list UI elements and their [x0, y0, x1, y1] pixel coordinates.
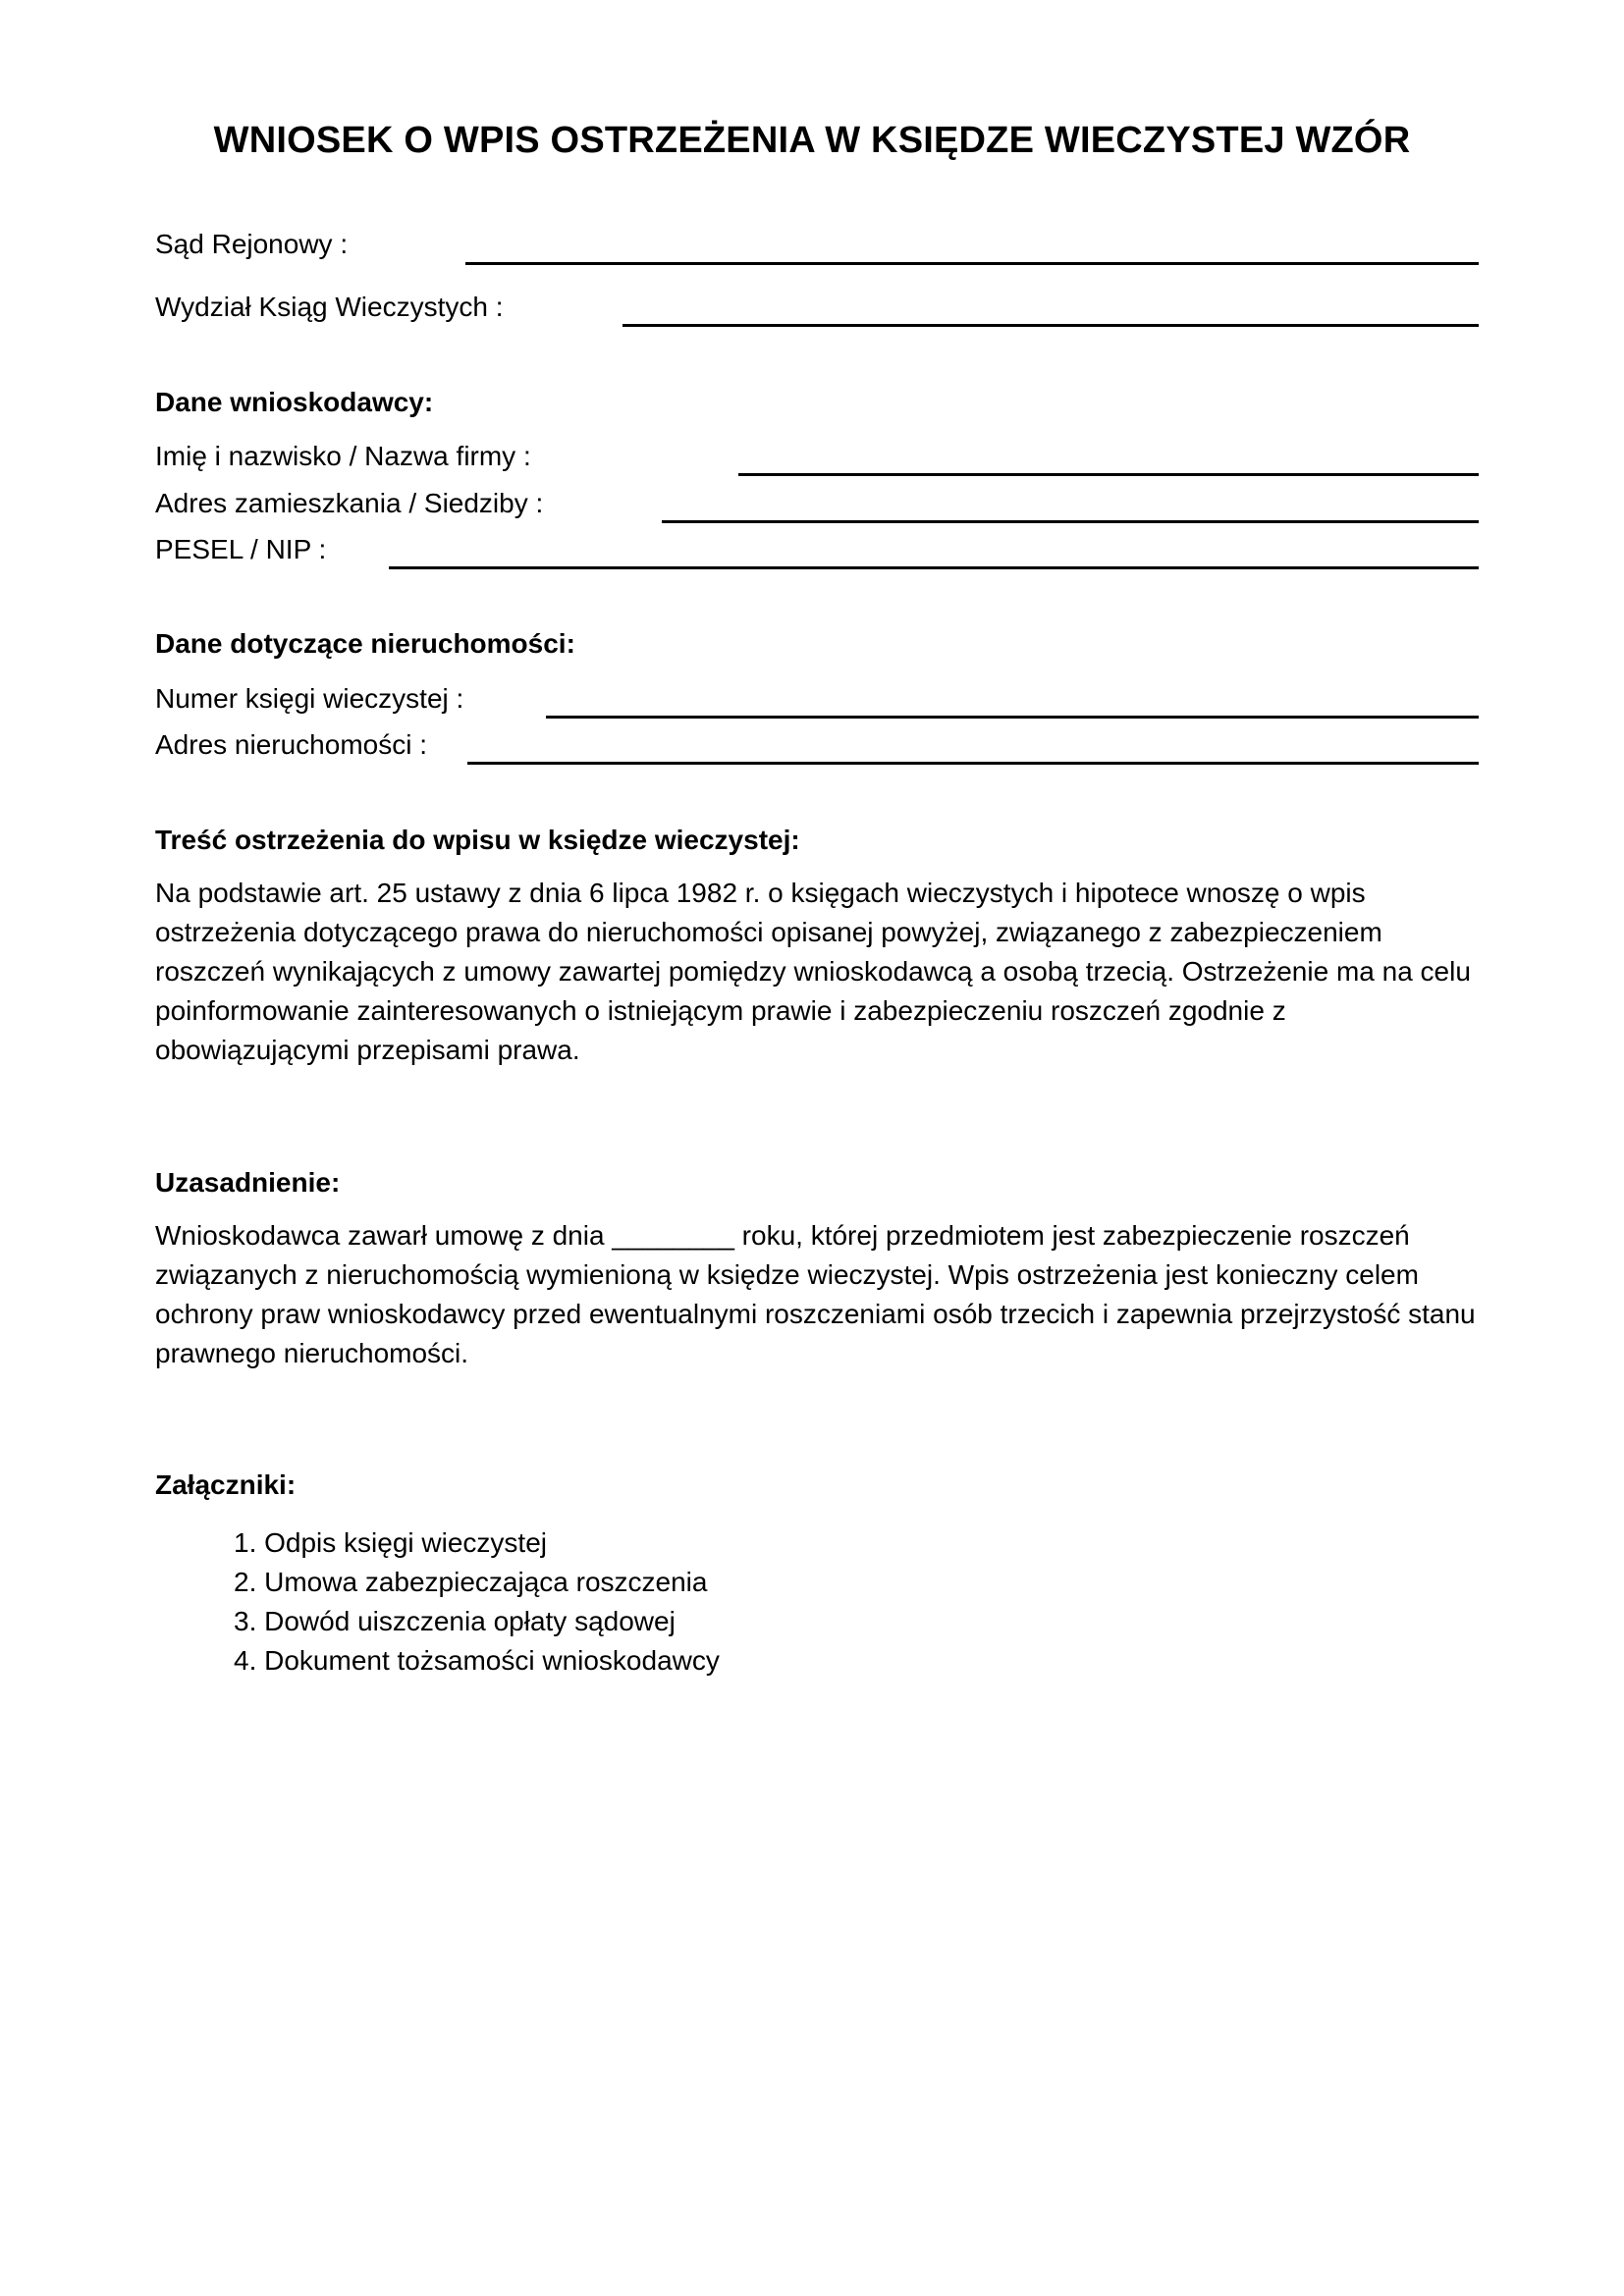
property-address-label: Adres nieruchomości : [155, 729, 428, 760]
paragraph-line: poinformowanie zainteresowanych o istniejącym prawie i zabezpieczeniu roszczeń zgodnie z [155, 995, 1286, 1026]
property-heading: Dane dotyczące nieruchomości: [155, 628, 575, 659]
paragraph-line: ochrony praw wnioskodawcy przed ewentualnymi roszczeniami osób trzecich i zapewnia przejrzystość stanu [155, 1299, 1476, 1329]
applicant-address-label: Adres zamieszkania / Siedziby : [155, 488, 544, 518]
warning-content-paragraph [155, 874, 1490, 1070]
paragraph-line: Na podstawie art. 25 ustawy z dnia 6 lipca 1982 r. o księgach wieczystych i hipotece wnoszę o wpis [155, 878, 1366, 908]
applicant-address-field-line[interactable] [662, 520, 1479, 523]
attachment-item: 4. Dokument tożsamości wnioskodawcy [234, 1645, 720, 1676]
property-address-field-line[interactable] [467, 762, 1479, 765]
kw-number-label: Numer księgi wieczystej : [155, 683, 464, 714]
applicant-id-field-line[interactable] [389, 566, 1479, 569]
applicant-name-field-line[interactable] [738, 473, 1479, 476]
paragraph-line: obowiązującymi przepisami prawa. [155, 1035, 580, 1065]
court-field-line[interactable] [465, 262, 1479, 265]
paragraph-line: roszczeń wynikających z umowy zawartej pomiędzy wnioskodawcą a osobą trzecią. Ostrzeżenie ma na celu [155, 956, 1471, 987]
kw-number-field-line[interactable] [546, 716, 1479, 719]
court-label: Sąd Rejonowy : [155, 229, 349, 259]
paragraph-line: związanych z nieruchomością wymienioną w księdze wieczystej. Wpis ostrzeżenia jest konieczny celem [155, 1259, 1419, 1290]
warning-content-heading: Treść ostrzeżenia do wpisu w księdze wieczystej: [155, 825, 800, 855]
applicant-name-label: Imię i nazwisko / Nazwa firmy : [155, 441, 531, 471]
attachments-list [234, 1523, 720, 1681]
attachment-item: 3. Dowód uiszczenia opłaty sądowej [234, 1606, 676, 1636]
paragraph-line: prawnego nieruchomości. [155, 1338, 469, 1368]
applicant-heading: Dane wnioskodawcy: [155, 387, 434, 417]
applicant-id-label: PESEL / NIP : [155, 534, 327, 564]
paragraph-line: ostrzeżenia dotyczącego prawa do nieruchomości opisanej powyżej, związanego z zabezpieczeniem [155, 917, 1382, 947]
attachment-item: 1. Odpis księgi wieczystej [234, 1527, 548, 1558]
justification-heading: Uzasadnienie: [155, 1167, 341, 1198]
department-label: Wydział Ksiąg Wieczystych : [155, 292, 504, 322]
attachments-heading: Załączniki: [155, 1469, 297, 1500]
paragraph-line: Wnioskodawca zawarł umowę z dnia ________ roku, której przedmiotem jest zabezpieczenie roszczeń [155, 1220, 1410, 1251]
department-field-line[interactable] [623, 324, 1479, 327]
attachment-item: 2. Umowa zabezpieczająca roszczenia [234, 1567, 708, 1597]
justification-paragraph [155, 1216, 1490, 1373]
document-title: WNIOSEK O WPIS OSTRZEŻENIA W KSIĘDZE WIECZYSTEJ WZÓR [213, 120, 1411, 161]
